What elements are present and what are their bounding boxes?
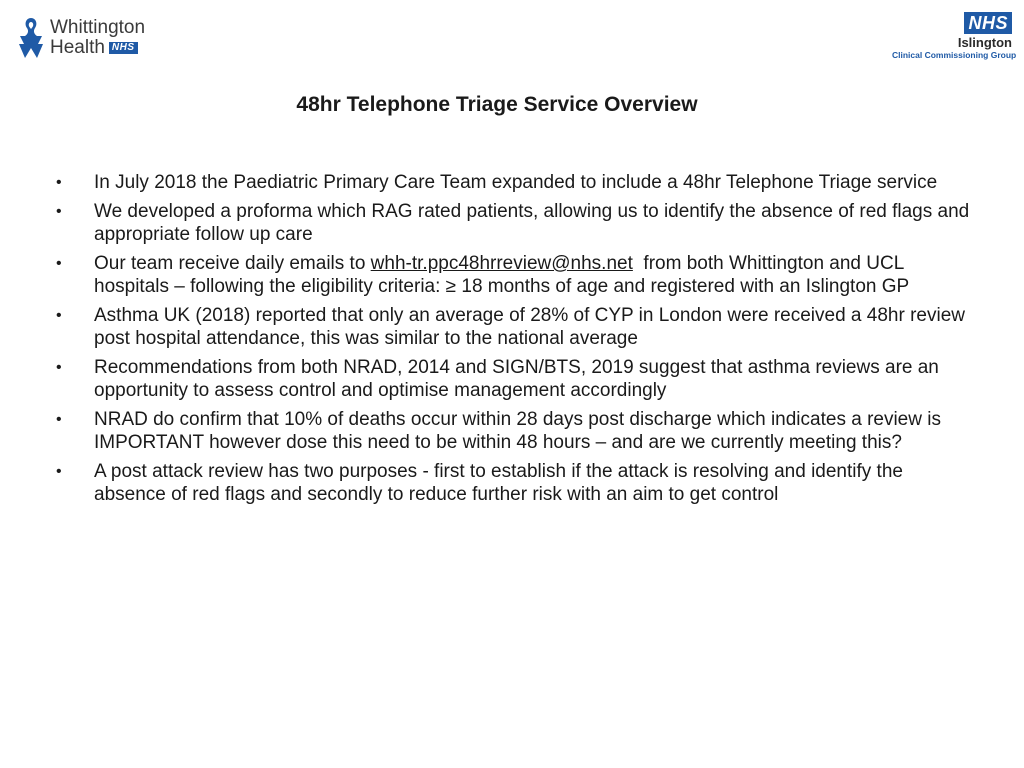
bullet-text-before-link: Our team receive daily emails to (94, 253, 371, 274)
bullet-dot: • (56, 463, 62, 480)
org-subtitle: Clinical Commissioning Group (892, 50, 1017, 60)
bullet-text: In July 2018 the Paediatric Primary Care Team expanded to include a 48hr Telephone Triage service (94, 172, 938, 193)
bullet-dot: • (56, 174, 62, 191)
bullet-item (52, 252, 972, 298)
bullet-text-after-link: from both Whittington and UCL hospitals – following the eligibility criteria: ≥ 18 months of age and registered with an Islington GP (94, 253, 910, 297)
org-name: Islington (957, 35, 1012, 50)
bullet-dot: • (56, 203, 62, 220)
nhs-badge-small: NHS (109, 42, 138, 54)
bullet-item (52, 200, 972, 246)
email-link[interactable]: whh-tr.ppc48hrreview@nhs.net (370, 253, 633, 274)
bullet-item (52, 356, 972, 402)
whittington-health-logo (16, 12, 176, 66)
bullet-text: Asthma UK (2018) reported that only an average of 28% of CYP in London were received a 48hr review post hospital attendance, this was similar to the national average (94, 305, 965, 349)
bullet-text: Recommendations from both NRAD, 2014 and SIGN/BTS, 2019 suggest that asthma reviews are an opportunity to assess control and optimise management accordingly (94, 357, 939, 401)
bullet-list (52, 171, 972, 512)
bullet-dot: • (56, 307, 62, 324)
bullet-dot: • (56, 411, 62, 428)
bullet-text: We developed a proforma which RAG rated patients, allowing us to identify the absence of red flags and appropriate follow up care (94, 201, 970, 245)
nhs-badge: NHS (964, 12, 1012, 34)
bullet-item (52, 304, 972, 350)
slide-title: 48hr Telephone Triage Service Overview (296, 93, 698, 116)
bullet-dot: • (56, 359, 62, 376)
islington-ccg-logo (892, 12, 1017, 72)
bullet-item (52, 408, 972, 454)
swan-logo-icon (16, 14, 46, 64)
bullet-item (52, 460, 972, 506)
bullet-item (52, 171, 972, 194)
bullet-dot: • (56, 255, 62, 272)
bullet-text: NRAD do confirm that 10% of deaths occur within 28 days post discharge which indicates a review is IMPORTANT however dose this need to be within 48 hours – and are we currently meeting this? (94, 409, 941, 453)
logo-line-2: Health (50, 37, 105, 58)
bullet-text: A post attack review has two purposes - first to establish if the attack is resolving and identify the absence of red flags and secondly to reduce further risk with an aim to get control (94, 461, 903, 505)
logo-line-1: Whittington (50, 17, 146, 38)
